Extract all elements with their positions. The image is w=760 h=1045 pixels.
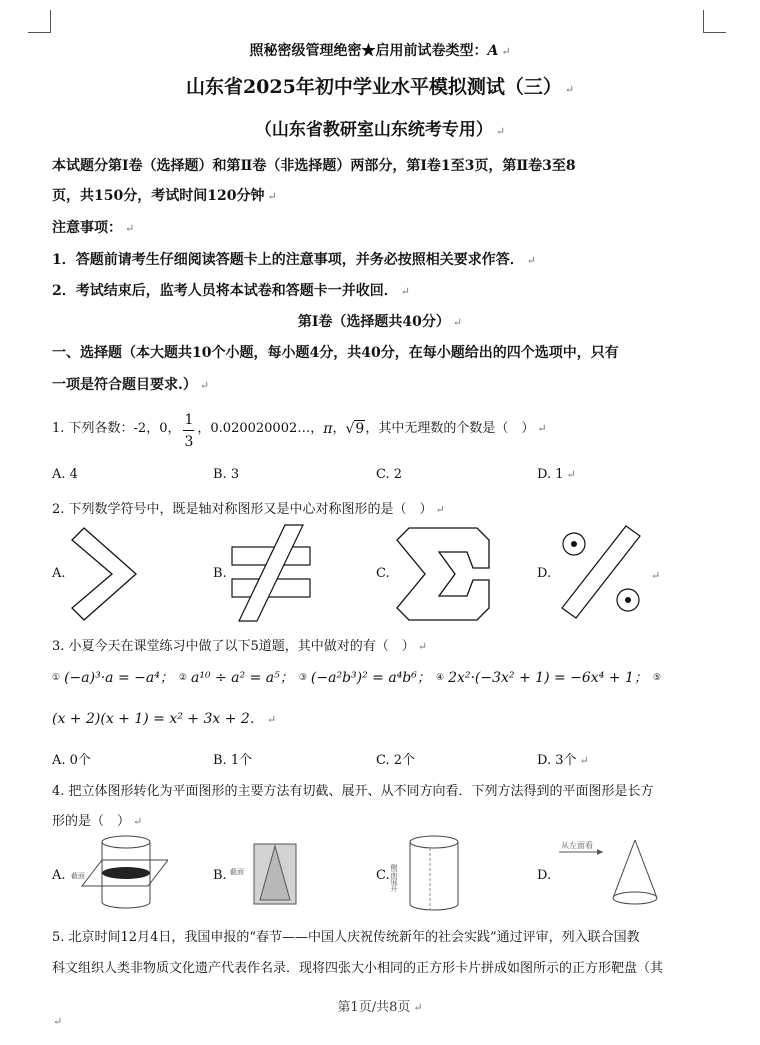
- q1-option-d: D. 1 ↵: [537, 467, 576, 482]
- q4-stem-line-2: 形的是（ ） ↵: [52, 814, 143, 829]
- q1-fraction: $\frac{1}{3}$: [184, 412, 194, 450]
- crop-mark-top-right: [703, 10, 726, 33]
- q3-expr-4: 2x²·(−3x² + 1) = −6x⁴ + 1；: [448, 670, 648, 686]
- q3-option-d: D. 3个 ↵: [537, 753, 589, 768]
- q1-stem: 1. 下列各数：-2，0， $\frac{1}{3}$ ，0.020020002…，π，√9，其中无理数的个数是（ ） ↵: [52, 407, 547, 451]
- q4-stem-line-1: 4. 把立体图形转化为平面图形的主要方法有切截、展开、从不同方向看．下列方法得到的平面图形是长方: [52, 784, 654, 799]
- sigma-figure: [395, 526, 491, 622]
- notice-item-1: 1．答题前请考生仔细阅读答题卡上的注意事项，并务必按照相关要求作答． ↵: [52, 252, 536, 268]
- q4-option-d: D.: [537, 868, 552, 883]
- percent-figure: [556, 524, 646, 620]
- q5-stem-line-1: 5. 北京时间12月4日，我国申报的“春节——中国人庆祝传统新年的社会实践”通过评审，列入联合国教: [52, 930, 640, 945]
- section-heading-line-1: 一、选择题（本大题共10个小题，每小题4分，共40分，在每小题给出的四个选项中，只有: [52, 345, 619, 361]
- q4-d-label: 从左面看: [561, 841, 593, 850]
- q3-expr-2: a¹⁰ ÷ a² = a⁵；: [190, 670, 294, 686]
- q3-expr-3: (−a²b³)² = a⁴b⁶；: [310, 670, 431, 686]
- q4-b-label: 截面: [230, 868, 244, 876]
- greater-than-figure: [70, 526, 140, 622]
- notice-item-2: 2．考试结束后，监考人员将本试卷和答题卡一并收回． ↵: [52, 283, 410, 299]
- q3-stem: 3. 小夏今天在课堂练习中做了以下5道题，其中做对的有（ ） ↵: [52, 639, 428, 654]
- notice-title: 注意事项： ↵: [52, 220, 135, 236]
- part1-title: 第Ⅰ卷（选择题共40分） ↵: [297, 314, 463, 330]
- q2-stem: 2. 下列数学符号中，既是轴对称图形又是中心对称图形的是（ ） ↵: [52, 502, 445, 517]
- secret-text: 照秘密级管理绝密★启用前试卷类型：: [249, 43, 488, 59]
- q5-stem-line-2: 科文组织人类非物质文化遗产代表作名录．现将四张大小相同的正方形卡片拼成如图所示的正方形靶盘（其: [52, 961, 664, 976]
- q2-option-d: D.: [537, 566, 552, 581]
- q1-option-a: A. 4: [52, 467, 78, 482]
- intro-line-1: 本试题分第Ⅰ卷（选择题）和第Ⅱ卷（非选择题）两部分，第Ⅰ卷1至3页，第Ⅱ卷3至8: [52, 158, 576, 174]
- cylinder-cross-section-figure: [68, 832, 168, 912]
- q4-a-label: 截面: [71, 872, 85, 880]
- q4-option-c: C.: [376, 868, 390, 883]
- paper-type: A: [487, 43, 499, 59]
- page-title: 山东省2025年初中学业水平模拟测试（三） ↵: [185, 76, 575, 98]
- page-number: 第1页/共8页 ↵: [337, 1000, 423, 1015]
- crop-mark-top-left: [28, 10, 51, 33]
- cone-cross-section-figure: [228, 840, 308, 906]
- q3-option-b: B. 1个: [213, 753, 253, 768]
- cone-left-view-figure: [555, 836, 665, 912]
- q1-sqrt: √9: [345, 421, 365, 437]
- q3-option-c: C. 2个: [376, 753, 416, 768]
- intro-line-2: 页，共150分，考试时间120分钟 ↵: [52, 188, 277, 204]
- end-return-mark: ↵: [53, 1015, 63, 1028]
- q1-option-c: C. 2: [376, 467, 403, 482]
- q3-expressions-line-2: (x + 2)(x + 1) = x² + 3x + 2． ↵: [52, 711, 277, 727]
- section-heading-line-2: 一项是符合题目要求.） ↵: [52, 377, 210, 393]
- q2-option-b: B.: [213, 566, 227, 581]
- not-equal-figure: [228, 523, 314, 623]
- q4-option-a: A.: [52, 868, 66, 883]
- q4-c-label: 侧面展开: [390, 864, 398, 892]
- q2-option-a: A.: [52, 566, 66, 581]
- q2-option-c: C.: [376, 566, 390, 581]
- q3-option-a: A. 0个: [52, 753, 91, 768]
- q1-option-b: B. 3: [213, 467, 240, 482]
- page-subtitle: （山东省教研室山东统考专用） ↵: [254, 120, 506, 140]
- q3-expr-1: (−a)³·a = −a⁴；: [64, 670, 174, 686]
- q3-expr-5: (x + 2)(x + 1) = x² + 3x + 2．: [52, 711, 264, 727]
- q2-return-mark: ↵: [651, 569, 661, 582]
- q3-expressions-line-1: ① (−a)³·a = −a⁴； ② a¹⁰ ÷ a² = a⁵； ③ (−a²b³)² = a⁴b⁶； ④ 2x²·(−3x² + 1) = −6x⁴ + 1； ⑤: [52, 670, 662, 686]
- cylinder-unfold-figure: [390, 832, 470, 914]
- secret-line: 照秘密级管理绝密★启用前试卷类型：A ↵: [249, 43, 511, 59]
- q4-option-b: B.: [213, 868, 227, 883]
